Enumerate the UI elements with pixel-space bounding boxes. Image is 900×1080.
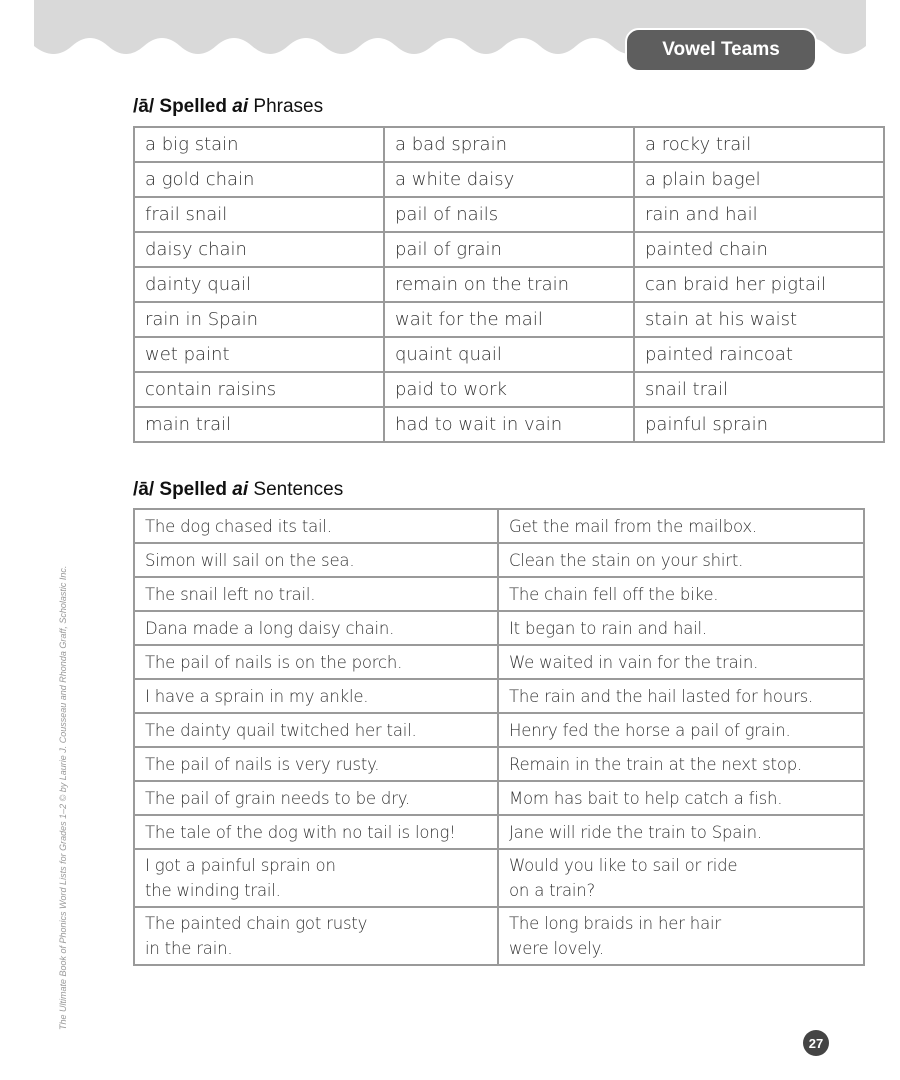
table-cell: The dog chased its tail. [134,509,498,543]
table-row [134,372,884,407]
page-number: 27 [808,1035,824,1051]
table-cell [498,849,864,907]
table-cell: Mom has bait to help catch a fish. [498,781,864,815]
table-row [134,407,884,442]
table-row [134,849,864,907]
table-row [134,337,884,372]
table-cell: a bad sprain [384,127,634,162]
table-cell: painful sprain [634,407,884,442]
table-row [134,197,884,232]
cell-line: The long braids in her hair [509,914,721,933]
table-cell: wait for the mail [384,302,634,337]
table-cell: The pail of grain needs to be dry. [134,781,498,815]
table-cell: Dana made a long daisy chain. [134,611,498,645]
table-row [134,747,864,781]
table-cell [498,907,864,965]
table-cell: The snail left no trail. [134,577,498,611]
table-cell: a gold chain [134,162,384,197]
table-cell: main trail [134,407,384,442]
cell-line: Would you like to sail or ride [509,856,738,875]
table-row [134,679,864,713]
table-row [134,543,864,577]
table-row [134,713,864,747]
table-row [134,577,864,611]
table-row [134,645,864,679]
cell-line: in the rain. [145,939,233,958]
table-row [134,232,884,267]
table-cell: Clean the stain on your shirt. [498,543,864,577]
phrases-title [133,96,323,118]
table-row [134,781,864,815]
table-cell: daisy chain [134,232,384,267]
table-cell: I have a sprain in my ankle. [134,679,498,713]
table-cell: contain raisins [134,372,384,407]
copyright-credit: The Ultimate Book of Phonics Word Lists for Grades 1–2 © by Laurie J. Cousseau and Rhonda Graff, Scholastic Inc. [58,565,68,1030]
table-cell: pail of grain [384,232,634,267]
table-cell: quaint quail [384,337,634,372]
table-cell: a rocky trail [634,127,884,162]
table-cell: Get the mail from the mailbox. [498,509,864,543]
table-cell: remain on the train [384,267,634,302]
table-cell: Jane will ride the train to Spain. [498,815,864,849]
table-cell: a big stain [134,127,384,162]
table-cell: Remain in the train at the next stop. [498,747,864,781]
sentences-title [133,479,343,501]
sentences-title-sound: /ā/ Spelled [133,479,233,500]
table-cell: The dainty quail twitched her tail. [134,713,498,747]
table-cell: can braid her pigtail [634,267,884,302]
tab-label: Vowel Teams [662,39,780,60]
sentences-title-ai: ai [232,479,249,500]
table-row [134,815,864,849]
table-cell: snail trail [634,372,884,407]
table-cell: It began to rain and hail. [498,611,864,645]
table-cell: The rain and the hail lasted for hours. [498,679,864,713]
table-cell: The tale of the dog with no tail is long! [134,815,498,849]
table-cell [134,907,498,965]
table-cell: rain in Spain [134,302,384,337]
phrases-title-rest: Phrases [248,96,324,117]
table-cell: painted chain [634,232,884,267]
table-row [134,162,884,197]
sentences-table [133,508,865,966]
cell-line: the winding trail. [145,881,281,900]
table-cell: a plain bagel [634,162,884,197]
table-cell: rain and hail [634,197,884,232]
table-cell: Henry fed the horse a pail of grain. [498,713,864,747]
cell-line: The painted chain got rusty [145,914,368,933]
cell-line: I got a painful sprain on [145,856,336,875]
cell-line: on a train? [509,881,596,900]
table-row [134,127,884,162]
table-cell: paid to work [384,372,634,407]
sentences-title-rest: Sentences [248,479,344,500]
table-cell: wet paint [134,337,384,372]
table-cell: painted raincoat [634,337,884,372]
table-cell: The chain fell off the bike. [498,577,864,611]
table-cell: Simon will sail on the sea. [134,543,498,577]
table-row [134,267,884,302]
vowel-teams-tab [625,28,817,72]
table-row [134,302,884,337]
table-cell: We waited in vain for the train. [498,645,864,679]
table-row [134,907,864,965]
table-cell [134,849,498,907]
phrases-table [133,126,885,443]
table-cell: The pail of nails is very rusty. [134,747,498,781]
table-cell: dainty quail [134,267,384,302]
table-cell: frail snail [134,197,384,232]
table-cell: had to wait in vain [384,407,634,442]
page-number-badge [803,1030,829,1056]
table-row [134,611,864,645]
phrases-title-sound: /ā/ Spelled [133,96,233,117]
table-cell: a white daisy [384,162,634,197]
table-cell: stain at his waist [634,302,884,337]
cell-line: were lovely. [509,939,604,958]
table-cell: The pail of nails is on the porch. [134,645,498,679]
phrases-title-ai: ai [232,96,249,117]
table-cell: pail of nails [384,197,634,232]
table-row [134,509,864,543]
